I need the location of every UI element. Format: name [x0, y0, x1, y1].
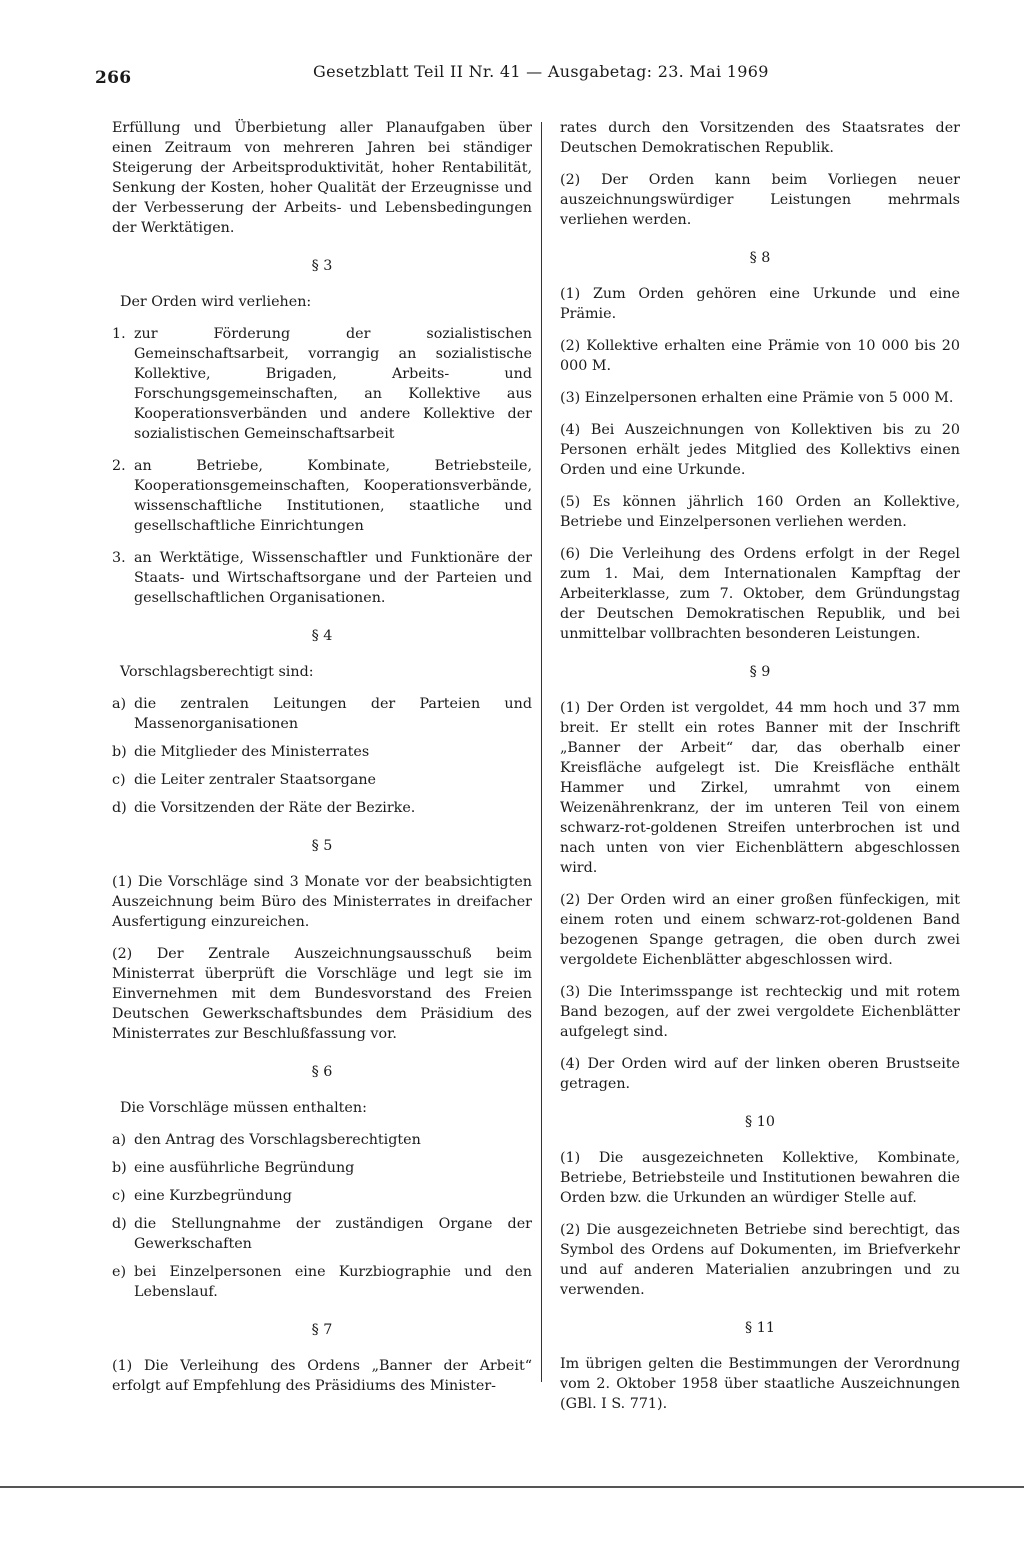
list-text: den Antrag des Vorschlagsberechtigten — [134, 1132, 421, 1148]
page-number: 266 — [95, 68, 132, 88]
list-label: d) — [112, 1216, 127, 1232]
list-label: 2. — [112, 458, 126, 474]
section-9-paragraph: (4) Der Orden wird auf der linken oberen Brustseite getragen. — [560, 1056, 960, 1092]
list-item — [112, 742, 532, 762]
section-3-intro: Der Orden wird verliehen: — [120, 294, 312, 310]
list-label: a) — [112, 1132, 127, 1148]
section-5-paragraph-2: (2) Der Zentrale Auszeichnungsausschuß beim Ministerrat überprüft die Vorschläge und legt sie im Einvernehmen mit dem Bundesvorstand des Freien Deutschen Gewerkschaftsbundes dem Präsidium des Ministerrates zur Beschlußfassung vor. — [112, 946, 532, 1042]
list-label: c) — [112, 1188, 126, 1204]
section-10-paragraph: (2) Die ausgezeichneten Betriebe sind berechtigt, das Symbol des Ordens auf Dokumenten, im Briefverkehr und auf anderen Materialien anzubringen und zu verwenden. — [560, 1222, 960, 1298]
list-text: die Vorsitzenden der Räte der Bezirke. — [134, 800, 416, 816]
section-8-paragraph: (2) Kollektive erhalten eine Prämie von 10 000 bis 20 000 M. — [560, 338, 960, 374]
section-7-continuation: rates durch den Vorsitzenden des Staatsrates der Deutschen Demokratischen Republik. — [560, 120, 960, 156]
section-heading-6: § 6 — [311, 1064, 333, 1080]
list-text: die Leiter zentraler Staatsorgane — [134, 772, 377, 788]
section-8-paragraph: (1) Zum Orden gehören eine Urkunde und eine Prämie. — [560, 286, 960, 322]
list-label: 3. — [112, 550, 126, 566]
section-8-paragraph: (4) Bei Auszeichnungen von Kollektiven bis zu 20 Personen erhält jedes Mitglied des Kollektivs einen Orden und eine Urkunde. — [560, 422, 960, 478]
intro-paragraph: Erfüllung und Überbietung aller Planaufgaben über einen Zeitraum von mehreren Jahren bei ständiger Steigerung der Arbeitsproduktivität, hoher Rentabilität, Senkung der Kosten, hoher Qualität der Erzeugnisse und der Verbesserung der Arbeits- und Lebensbedingungen der Werktätigen. — [112, 120, 532, 236]
section-10-paragraph: (1) Die ausgezeichneten Kollektive, Kombinate, Betriebe, Betriebsteile und Institutionen bewahren die Orden bzw. die Urkunden an würdiger Stelle auf. — [560, 1150, 960, 1206]
section-9-paragraph: (3) Die Interimsspange ist rechteckig und mit rotem Band bezogen, auf der zwei vergoldete Eichenblätter aufgelegt sind. — [560, 984, 960, 1040]
list-item — [112, 770, 532, 790]
list-item — [112, 548, 532, 608]
section-heading-11: § 11 — [745, 1320, 775, 1336]
section-heading-10: § 10 — [745, 1114, 775, 1130]
section-heading-3: § 3 — [311, 258, 333, 274]
list-label: 1. — [112, 326, 126, 342]
gazette-title: Gesetzblatt Teil II Nr. 41 — Ausgabetag: 23. Mai 1969 — [313, 62, 769, 81]
section-7-paragraph-1: (1) Die Verleihung des Ordens „Banner der Arbeit“ erfolgt auf Empfehlung des Präsidiums des Minister- — [112, 1358, 532, 1394]
section-4-intro: Vorschlagsberechtigt sind: — [120, 664, 314, 680]
section-8-paragraph: (5) Es können jährlich 160 Orden an Kollektive, Betriebe und Einzelpersonen verliehen werden. — [560, 494, 960, 530]
list-label: e) — [112, 1264, 127, 1280]
section-5-paragraph-1: (1) Die Vorschläge sind 3 Monate vor der beabsichtigten Auszeichnung beim Büro des Ministerrates in dreifacher Ausfertigung einzureichen. — [112, 874, 532, 930]
section-8-paragraph: (3) Einzelpersonen erhalten eine Prämie von 5 000 M. — [560, 390, 954, 406]
list-text: die zentralen Leitungen der Parteien und Massenorganisationen — [134, 696, 532, 732]
list-item — [112, 1186, 532, 1206]
section-7-paragraph-2: (2) Der Orden kann beim Vorliegen neuer auszeichnungswürdiger Leistungen mehrmals verliehen werden. — [560, 172, 960, 228]
list-item — [112, 1214, 532, 1254]
list-text: an Betriebe, Kombinate, Betriebsteile, Kooperationsgemeinschaften, Kooperationsverbände, wissenschaftliche Institutionen, staatliche und gesellschaftliche Einrichtungen — [134, 458, 532, 534]
list-text: zur Förderung der sozialistischen Gemeinschaftsarbeit, vorrangig an sozialistische Kollektive, Brigaden, Arbeits- und Forschungsgemeinschaften, an Kollektive aus Kooperationsverbänden und andere Kollektive der sozialistischen Gemeinschaftsarbeit — [134, 326, 532, 442]
right-column — [560, 118, 960, 1426]
section-9-paragraph: (2) Der Orden wird an einer großen fünfeckigen, mit einem roten und einem schwarz-rot-goldenen Band bezogenen Spange getragen, die oben durch zwei vergoldete Eichenblätter abgeschlossen wird. — [560, 892, 960, 968]
list-item — [112, 1158, 532, 1178]
list-text: die Stellungnahme der zuständigen Organe der Gewerkschaften — [134, 1216, 532, 1252]
list-item — [112, 694, 532, 734]
list-item — [112, 324, 532, 444]
list-text: die Mitglieder des Ministerrates — [134, 744, 370, 760]
bottom-rule — [0, 1486, 1024, 1488]
list-item — [112, 798, 532, 818]
list-label: b) — [112, 744, 127, 760]
page-header — [95, 62, 795, 96]
list-label: b) — [112, 1160, 127, 1176]
list-item — [112, 1130, 532, 1150]
list-label: a) — [112, 696, 127, 712]
list-text: eine ausführliche Begründung — [134, 1160, 355, 1176]
section-heading-4: § 4 — [311, 628, 333, 644]
section-heading-7: § 7 — [311, 1322, 333, 1338]
list-text: bei Einzelpersonen eine Kurzbiographie und den Lebenslauf. — [134, 1264, 532, 1300]
list-text: an Werktätige, Wissenschaftler und Funktionäre der Staats- und Wirtschaftsorgane und der Parteien und gesellschaftlichen Organisationen. — [134, 550, 532, 606]
list-label: d) — [112, 800, 127, 816]
section-9-paragraph: (1) Der Orden ist vergoldet, 44 mm hoch und 37 mm breit. Er stellt ein rotes Banner mit der Inschrift „Banner der Arbeit“ dar, das oberhalb einer Kreisfläche aufgelegt ist. Die Kreisfläche enthält Hammer und Zirkel, umrahmt von einem Weizenährenkranz, der im unteren Teil von einem schwarz-rot-goldenen Streifen unterbrochen ist und nach unten von vier Eichenblättern abgeschlossen wird. — [560, 700, 960, 876]
column-divider — [541, 122, 542, 1382]
section-heading-9: § 9 — [749, 664, 771, 680]
list-text: eine Kurzbegründung — [134, 1188, 292, 1204]
section-heading-8: § 8 — [749, 250, 771, 266]
list-item — [112, 1262, 532, 1302]
list-label: c) — [112, 772, 126, 788]
section-11-paragraph: Im übrigen gelten die Bestimmungen der Verordnung vom 2. Oktober 1958 über staatliche Auszeichnungen (GBl. I S. 771). — [560, 1356, 960, 1412]
left-column — [112, 118, 532, 1408]
list-item — [112, 456, 532, 536]
section-6-intro: Die Vorschläge müssen enthalten: — [120, 1100, 367, 1116]
section-heading-5: § 5 — [311, 838, 333, 854]
section-8-paragraph: (6) Die Verleihung des Ordens erfolgt in der Regel zum 1. Mai, dem Internationalen Kampftag der Arbeiterklasse, zum 7. Oktober, dem Gründungstag der Deutschen Demokratischen Republik, und bei unmittelbar vollbrachten besonderen Leistungen. — [560, 546, 960, 642]
